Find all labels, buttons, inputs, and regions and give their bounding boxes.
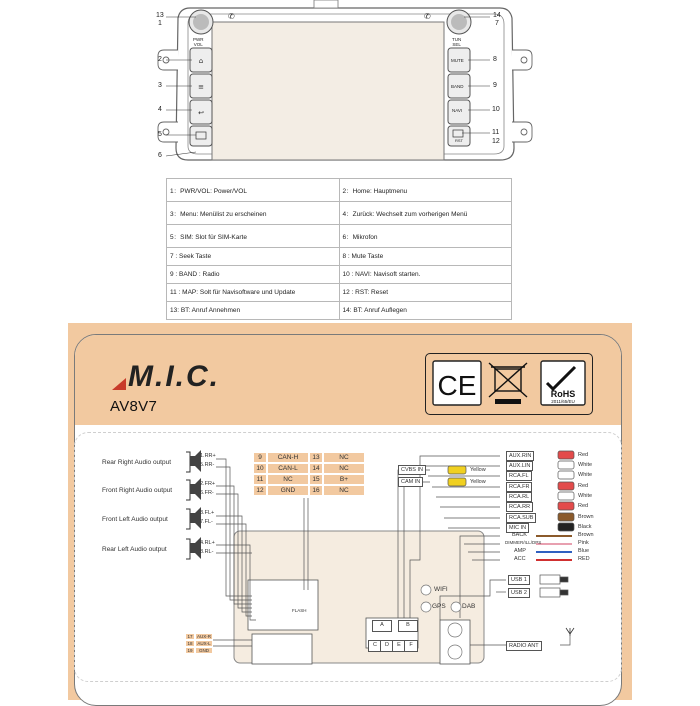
- wire-color-name: Blue: [578, 548, 590, 554]
- band-button-label: BAND: [451, 84, 464, 89]
- navi-button-label: NAVI: [452, 108, 463, 113]
- pin-number: 13: [309, 452, 323, 463]
- table-cell: 1：PWR/VOL: Power/VOL: [167, 179, 340, 202]
- svg-text:✆: ✆: [424, 12, 431, 21]
- rst-button-label: RST: [455, 138, 463, 143]
- callout-2: 2: [158, 56, 162, 63]
- table-cell: 4：Zurück: Wechselt zum vorherigen Menü: [339, 202, 512, 225]
- callout-7: 7: [495, 20, 499, 27]
- antenna-icon: [566, 628, 574, 636]
- rohs-label: RoHS: [550, 389, 576, 399]
- wire-color-name: Red: [578, 452, 589, 458]
- brand-text: M.I.C.: [128, 360, 220, 392]
- wire-color-name: RED: [578, 556, 590, 562]
- pin-number: 9: [253, 452, 267, 463]
- svg-text:✆: ✆: [228, 12, 235, 21]
- usb-label: USB 2: [508, 588, 530, 598]
- pin-function: GND: [195, 647, 213, 654]
- rca-output-label: RCA.FR: [506, 482, 532, 492]
- pin-number: 10: [253, 463, 267, 474]
- speaker-pin: 7.FL-: [200, 519, 213, 525]
- speaker-output-label: Front Right Audio output: [102, 487, 173, 494]
- callout-1: 1: [158, 20, 162, 27]
- wire-color-name: Yellow: [470, 467, 486, 473]
- pin-number: 12: [253, 485, 267, 496]
- callout-14: 14: [493, 12, 501, 19]
- pin-function: GND: [267, 485, 309, 496]
- table-cell: 12 : RST: Reset: [339, 284, 512, 302]
- pin-function: NC: [323, 485, 365, 496]
- wifi-label: WIFI: [434, 586, 448, 593]
- svg-text:⌂: ⌂: [198, 57, 204, 65]
- model-label: AV8V7: [110, 398, 158, 415]
- tun-sel-label: TUN SEL: [452, 37, 462, 47]
- callout-13: 13: [156, 12, 164, 19]
- rca-output-label: AUX.LIN: [506, 461, 533, 471]
- pin-number: 15: [309, 474, 323, 485]
- table-cell: 8 : Mute Taste: [339, 248, 512, 266]
- wire-color-name: White: [578, 462, 593, 468]
- wire-color-name: Brown: [578, 514, 594, 520]
- wire-color-name: Black: [578, 524, 592, 530]
- dab-label: DAB: [462, 603, 476, 610]
- radio-ant-label: RADIO ANT: [506, 641, 542, 651]
- svg-text:≡: ≡: [198, 83, 204, 91]
- pin-number: 18: [185, 640, 195, 647]
- table-cell: 9 : BAND : Radio: [167, 266, 340, 284]
- pwr-vol-label: PWR VOL: [193, 37, 204, 47]
- pin-function: B+: [323, 474, 365, 485]
- callout-3: 3: [158, 82, 162, 89]
- gps-label: GPS: [432, 603, 446, 610]
- wire-color-name: Yellow: [470, 479, 486, 485]
- callout-4: 4: [158, 106, 162, 113]
- rca-output-label: RCA.FL: [506, 471, 532, 481]
- wire-color-name: Red: [578, 503, 589, 509]
- speaker-pin: 5.RR-: [200, 462, 215, 468]
- pin-function: NC: [323, 463, 365, 474]
- callout-9: 9: [493, 82, 497, 89]
- table-cell: 7 : Seek Taste: [167, 248, 340, 266]
- wire-label: AMP: [514, 548, 526, 554]
- rohs-sub: 2011/65/EU: [551, 399, 575, 404]
- wire-color-name: Brown: [578, 532, 594, 538]
- speaker-pin: 8.RL-: [200, 549, 214, 555]
- usb-label: USB 1: [508, 575, 530, 585]
- video-input-label: CVBS IN: [398, 465, 426, 475]
- connector-letter: E: [392, 640, 406, 652]
- mute-button-label: MUTE: [451, 58, 464, 63]
- pin-number: 11: [253, 474, 267, 485]
- wire-color-name: White: [578, 493, 593, 499]
- speaker-pin: 1.RR+: [200, 453, 216, 459]
- wire-color-name: White: [578, 472, 593, 478]
- pin-number: 17: [185, 633, 195, 640]
- rca-output-label: AUX.RIN: [506, 451, 534, 461]
- rca-output-label: RCA.RR: [506, 502, 533, 512]
- wire-label: ACC: [514, 556, 526, 562]
- table-cell: 5：SIM: Slot für SIM-Karte: [167, 225, 340, 248]
- speaker-output-label: Rear Right Audio output: [102, 459, 172, 466]
- svg-text:↩: ↩: [198, 109, 204, 117]
- pin-number: 19: [185, 647, 195, 654]
- flash-label: FLASH: [292, 608, 307, 613]
- pin-function: NC: [323, 452, 365, 463]
- pin-number: 14: [309, 463, 323, 474]
- connector-letter: D: [380, 640, 394, 652]
- pin-function: AUX-R: [196, 634, 211, 639]
- rca-output-label: RCA.SUB: [506, 513, 536, 523]
- table-cell: 14: BT: Anruf Auflegen: [339, 302, 512, 320]
- table-cell: 3：Menu: Menülist zu erscheinen: [167, 202, 340, 225]
- ce-mark: CE: [437, 370, 477, 401]
- table-cell: 10 : NAVI: Navisoft starten.: [339, 266, 512, 284]
- connector-letter: C: [368, 640, 382, 652]
- rca-output-label: MIC IN: [506, 523, 529, 533]
- callout-11: 11: [492, 129, 500, 136]
- callout-5: 5: [158, 131, 162, 138]
- speaker-output-label: Rear Left Audio output: [102, 546, 167, 553]
- connector-letter: A: [372, 620, 392, 632]
- pin-function: NC: [267, 474, 309, 485]
- pin-function: AUX-L: [195, 640, 213, 647]
- pin-function: CAN-L: [267, 463, 309, 474]
- wire-color-name: Red: [578, 483, 589, 489]
- callout-6: 6: [158, 152, 162, 159]
- pin-function: CAN-H: [267, 452, 309, 463]
- speaker-pin: 4.RL+: [200, 540, 215, 546]
- speaker-pin: 2.FR+: [200, 481, 216, 487]
- table-cell: 2：Home: Hauptmenu: [339, 179, 512, 202]
- table-cell: 6：Mikrofon: [339, 225, 512, 248]
- speaker-output-label: Front Left Audio output: [102, 516, 168, 523]
- speaker-pin: 6.FR-: [200, 490, 214, 496]
- wire-label: DIMMER/ILL/DPS: [505, 540, 542, 545]
- callout-8: 8: [493, 56, 497, 63]
- rca-plug-icons: [558, 451, 574, 531]
- wire-label: BACK: [512, 532, 527, 538]
- callout-12: 12: [492, 138, 500, 145]
- connector-letter: F: [404, 640, 418, 652]
- video-input-label: CAM IN: [398, 477, 423, 487]
- speaker-pin: 3.FL+: [200, 510, 215, 516]
- connector-letter: B: [398, 620, 418, 632]
- pin-number: 16: [309, 485, 323, 496]
- wire-color-name: Pink: [578, 540, 589, 546]
- rca-output-label: RCA.RL: [506, 492, 532, 502]
- table-cell: 11 : MAP: Solt für Navisoftware und Update: [167, 284, 340, 302]
- table-cell: 13: BT: Anruf Annehmen: [167, 302, 340, 320]
- callout-10: 10: [492, 106, 500, 113]
